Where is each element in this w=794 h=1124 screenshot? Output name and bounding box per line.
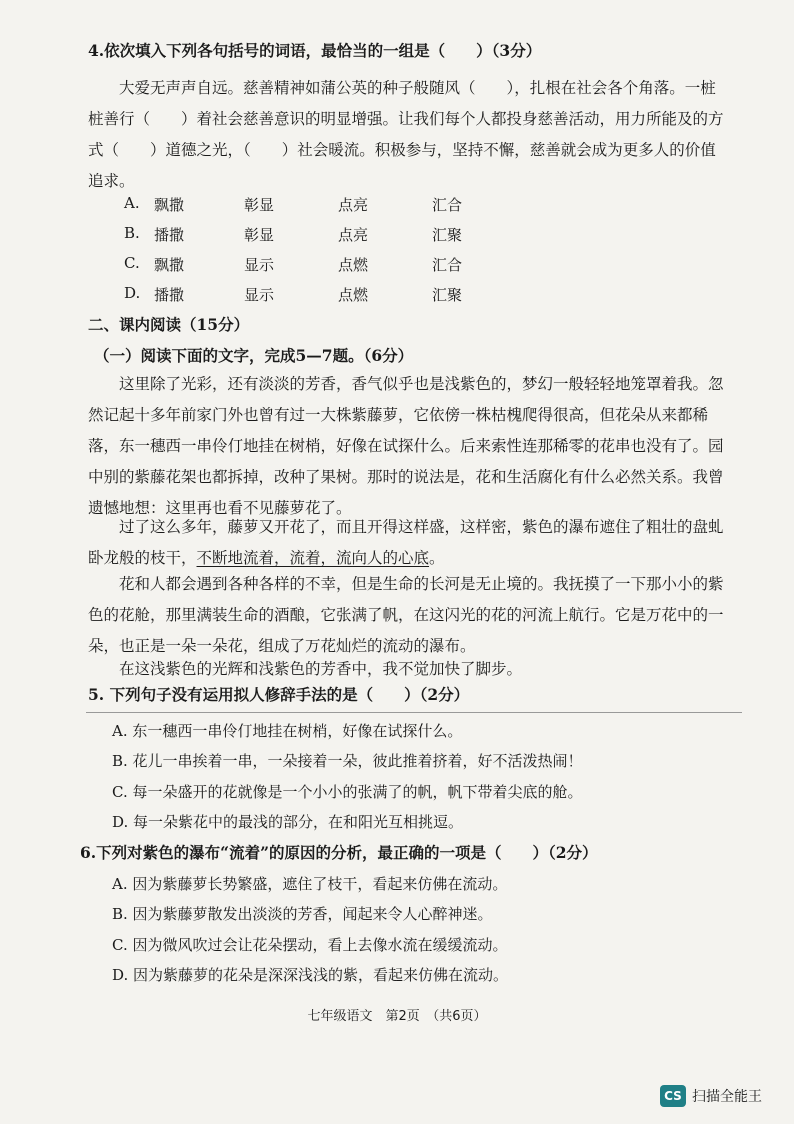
q6-stem: 6.下列对紫色的瀑布“流着”的原因的分析，最正确的一项是（ ）（2分） [80, 843, 598, 862]
q4-stem: 4.依次填入下列各句括号的词语，最恰当的一组是（ ）（3分） [88, 41, 542, 60]
camscanner-logo-icon: CS [660, 1085, 686, 1107]
divider [86, 712, 742, 713]
q5-choice-b[interactable]: B. 花儿一串挨着一串，一朵接着一朵，彼此推着挤着，好不活泼热闹！ [112, 752, 583, 770]
passage-paragraph-2: 过了这么多年，藤萝又开花了，而且开得这样盛，这样密，紫色的瀑布遮住了粗壮的盘虬卧龙般的枝干，不断地流着，流着，流向人的心底。 [88, 518, 724, 567]
scanner-app-name: 扫描全能王 [692, 1089, 762, 1105]
q6-choice-b[interactable]: B. 因为紫藤萝散发出淡淡的芳香，闻起来令人心醉神迷。 [112, 905, 493, 923]
underlined-sentence: 不断地流着，流着，流向人的心底 [196, 549, 430, 567]
passage-paragraph-1: 这里除了光彩，还有淡淡的芳香，香气似乎也是浅紫色的，梦幻一般轻轻地笼罩着我。忽然记起十多年前家门外也曾有过一大株紫藤萝，它依傍一株枯槐爬得很高，但花朵从来都稀落，东一穗西一串伶仃地挂在树梢，好像在试探什么。后来索性连那稀零的花串也没有了。园中别的紫藤花架也都拆掉，改种了果树。那时的说法是，花和生活腐化有什么必然关系。我曾遗憾地想：这里再也看不见藤萝花了。 [88, 375, 724, 517]
q5-stem: 5. 下列句子没有运用拟人修辞手法的是（ ）（2分） [88, 685, 470, 704]
q5-choice-c[interactable]: C. 每一朵盛开的花就像是一个小小的张满了的帆，帆下带着尖底的舱。 [112, 783, 583, 801]
q6-choice-c[interactable]: C. 因为微风吹过会让花朵摆动，看上去像水流在缓缓流动。 [112, 936, 508, 954]
page-footer: 七年级语文 第2页 （共6页） [307, 1009, 487, 1024]
section-title: 二、课内阅读（15分） [88, 315, 250, 334]
scanner-watermark [660, 1085, 762, 1107]
q6-choice-d[interactable]: D. 因为紫藤萝的花朵是深深浅浅的紫，看起来仿佛在流动。 [112, 966, 509, 984]
passage-paragraph-3: 花和人都会遇到各种各样的不幸，但是生命的长河是无止境的。我抚摸了一下那小小的紫色的花舱，那里满装生命的酒酿，它张满了帆，在这闪光的花的河流上航行。它是万花中的一朵，也正是一朵一朵花，组成了万花灿烂的流动的瀑布。 [88, 575, 724, 655]
section-subtitle: （一）阅读下面的文字，完成5—7题。（6分） [94, 346, 414, 365]
q5-choice-a[interactable]: A. 东一穗西一串伶仃地挂在树梢，好像在试探什么。 [112, 722, 463, 740]
passage-paragraph-4: 在这浅紫色的光辉和浅紫色的芳香中，我不觉加快了脚步。 [119, 660, 523, 678]
q6-choice-a[interactable]: A. 因为紫藤萝长势繁盛，遮住了枝干，看起来仿佛在流动。 [112, 875, 508, 893]
q5-choice-d[interactable]: D. 每一朵紫花中的最浅的部分，在和阳光互相挑逗。 [112, 813, 464, 831]
exam-page: 4.依次填入下列各句括号的词语，最恰当的一组是（ ）（3分） 大爱无声声自远。慈善精神如蒲公英的种子般随风（ ），扎根在社会各个角落。一桩桩善行（ ）着社会慈善意识的明显增强。让我们每个人都投身慈善活动，用力所能及的方式（ ）道德之光，（ ）社会暖流。积极参与，坚持不懈，慈善就会成为更多人的价值追求。 A. 飘撒 彰显 点亮 汇合 B. 播撒 彰显 点亮 汇聚 C. 飘撒 显示 点燃 汇合 D. 播撒 显示 点燃 汇聚 二、课内阅读（15分） （一）阅读下面的文字，完成5—7题。（6分） 这里除了光彩，还有淡淡的芳香，香气似乎也是浅紫色的，梦幻一般轻轻地笼罩着我。忽然记起十多年前家门外也曾有过一大株紫藤萝，它依傍一株枯槐爬得很高，但花朵从来都稀落，东一穗西一串伶仃地挂在树梢，好像在试探什么。后来索性连那稀零的花串也没有了。园中别的紫藤花架也都拆掉，改种了果树。那时的说法是，花和生活腐化有什么必然关系。我曾遗憾地想：这里再也看不见藤萝花了。 过了这么多年，藤萝又开花了，而且开得这样盛，这样密，紫色的瀑布遮住了粗壮的盘虬卧龙般的枝干，不断地流着，流着，流向人的心底。 花和人都会遇到各种各样的不幸，但是生命的长河是无止境的。我抚摸了一下那小小的紫色的花舱，那里满装生命的酒酿，它张满了帆，在这闪光的花的河流上航行。它是万花中的一朵，也正是一朵一朵花，组成了万花灿烂的流动的瀑布。 在这浅紫色的光辉和浅紫色的芳香中，我不觉加快了脚步。 5. 下列句子没有运用拟人修辞手法的是（ ）（2分） A. 东一穗西一串伶仃地挂在树梢，好像在试探什么。 B. 花儿一串挨着一串，一朵接着一朵，彼此推着挤着，好不活泼热闹！ C. 每一朵盛开的花就像是一个小小的张满了的帆，帆下带着尖底的舱。 D. 每一朵紫花中的最浅的部分，在和阳光互相挑逗。 6.下列对紫色的瀑布“流着”的原因的分析，最正确的一项是（ ）（2分） A. 因为紫藤萝长势繁盛，遮住了枝干，看起来仿佛在流动。 B. 因为紫藤萝散发出淡淡的芳香，闻起来令人心醉神迷。 C. 因为微风吹过会让花朵摆动，看上去像水流在缓缓流动。 D. 因为紫藤萝的花朵是深深浅浅的紫，看起来仿佛在流动。 七年级语文 第2页 （共6页） CS 扫描全能王 [0, 0, 794, 1124]
q4-passage: 大爱无声声自远。慈善精神如蒲公英的种子般随风（ ），扎根在社会各个角落。一桩桩善行（ ）着社会慈善意识的明显增强。让我们每个人都投身慈善活动，用力所能及的方式（ ）道德之光，（ ）社会暖流。积极参与，坚持不懈，慈善就会成为更多人的价值追求。 [88, 79, 724, 190]
